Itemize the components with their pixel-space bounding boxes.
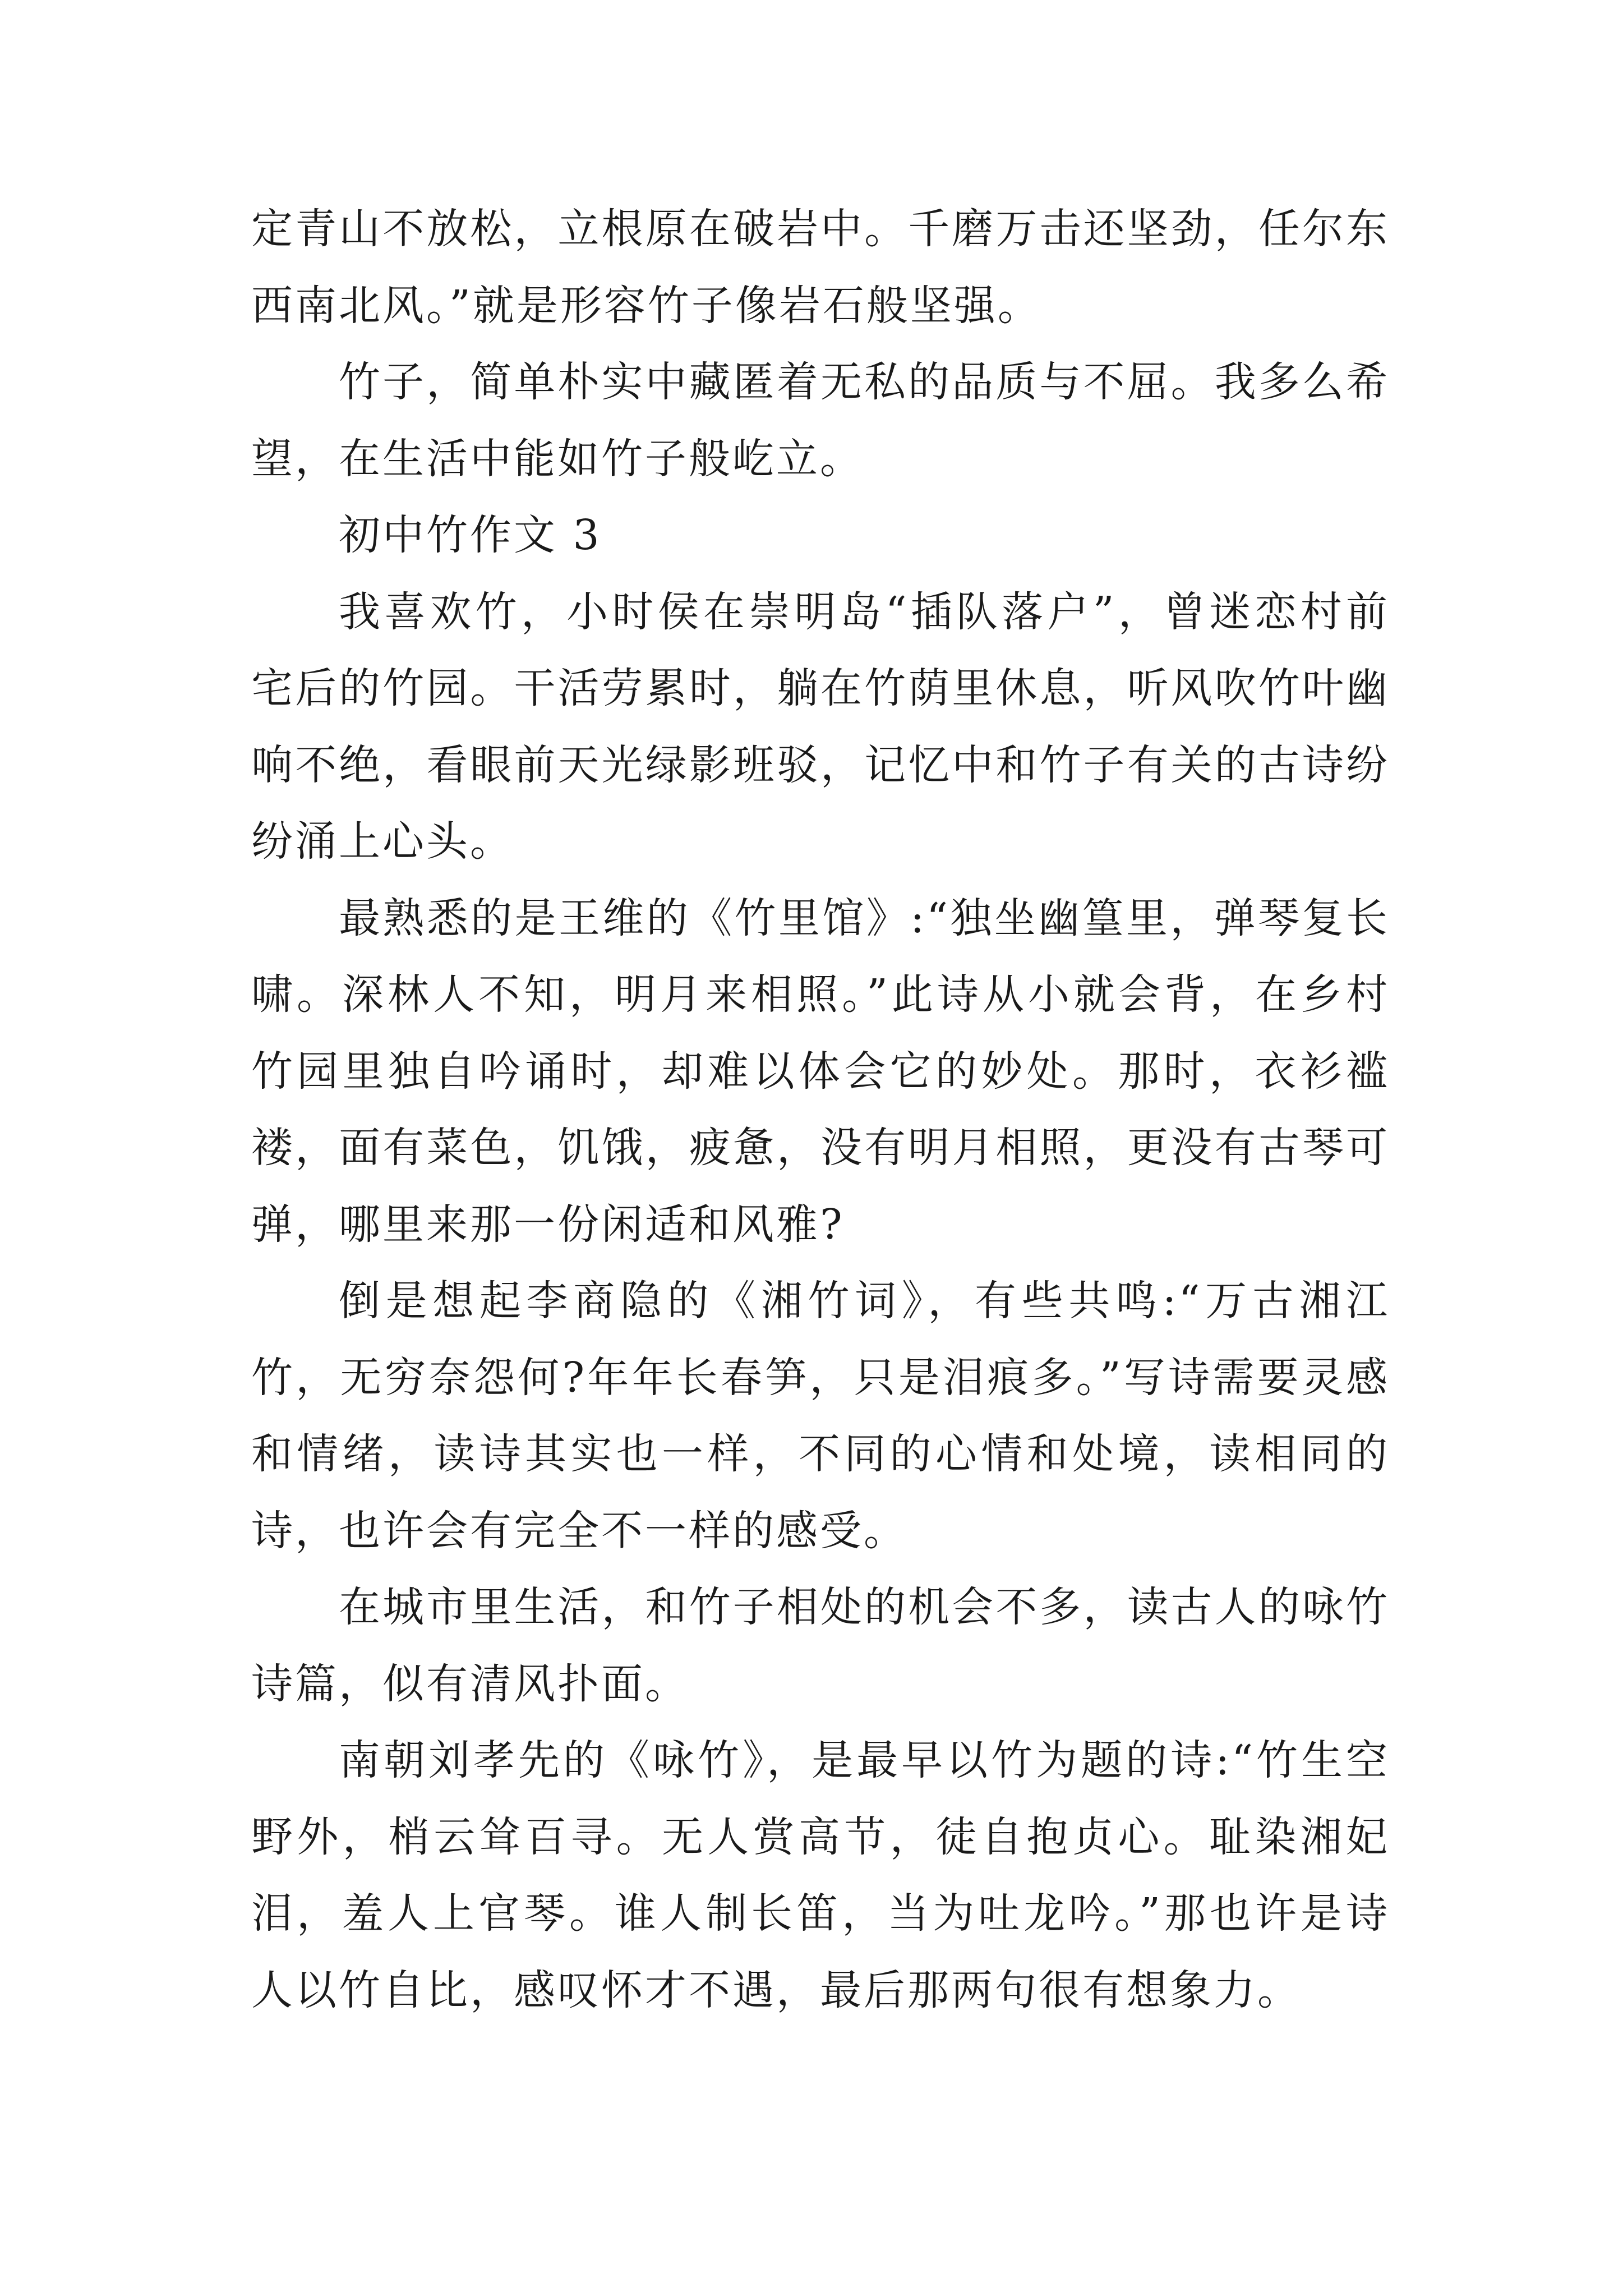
section-heading: 初中竹作文 3 [339, 511, 602, 559]
paragraph: 南朝刘孝先的《咏竹》，是最早以竹为题的诗:“竹生空野外，梢云耸百寻。无人赏高节，徒自抱贞心。耻染湘妃泪，羞人上官琴。谁人制长笛，当为吐龙吟。”那也许是诗人以竹自比，感叹怀才不遇，最后那两句很有想象力。 [251, 1736, 1390, 2014]
article-body [251, 191, 1390, 2028]
paragraph: 我喜欢竹，小时侯在崇明岛“插队落户”，曾迷恋村前宅后的竹园。干活劳累时，躺在竹荫里休息，听风吹竹叶幽响不绝，看眼前天光绿影班驳，记忆中和竹子有关的古诗纷纷涌上心头。 [251, 587, 1390, 866]
paragraph-continuation: 定青山不放松，立根原在破岩中。千磨万击还坚劲，任尔东西南北风。”就是形容竹子像岩石般坚强。 [251, 205, 1390, 330]
paragraph: 在城市里生活，和竹子相处的机会不多，读古人的咏竹诗篇，似有清风扑面。 [251, 1583, 1390, 1708]
paragraph: 最熟悉的是王维的《竹里馆》:“独坐幽篁里，弹琴复长啸。深林人不知，明月来相照。”此诗从小就会背，在乡村竹园里独自吟诵时，却难以体会它的妙处。那时，衣衫褴褛，面有菜色，饥饿，疲惫，没有明月相照，更没有古琴可弹，哪里来那一份闲适和风雅? [251, 894, 1390, 1249]
paragraph: 倒是想起李商隐的《湘竹词》，有些共鸣:“万古湘江竹，无穷奈怨何?年年长春笋，只是泪痕多。”写诗需要灵感和情绪，读诗其实也一样，不同的心情和处境，读相同的诗，也许会有完全不一样的感受。 [251, 1277, 1390, 1555]
paragraph: 竹子，简单朴实中藏匿着无私的品质与不屈。我多么希望，在生活中能如竹子般屹立。 [251, 358, 1390, 483]
